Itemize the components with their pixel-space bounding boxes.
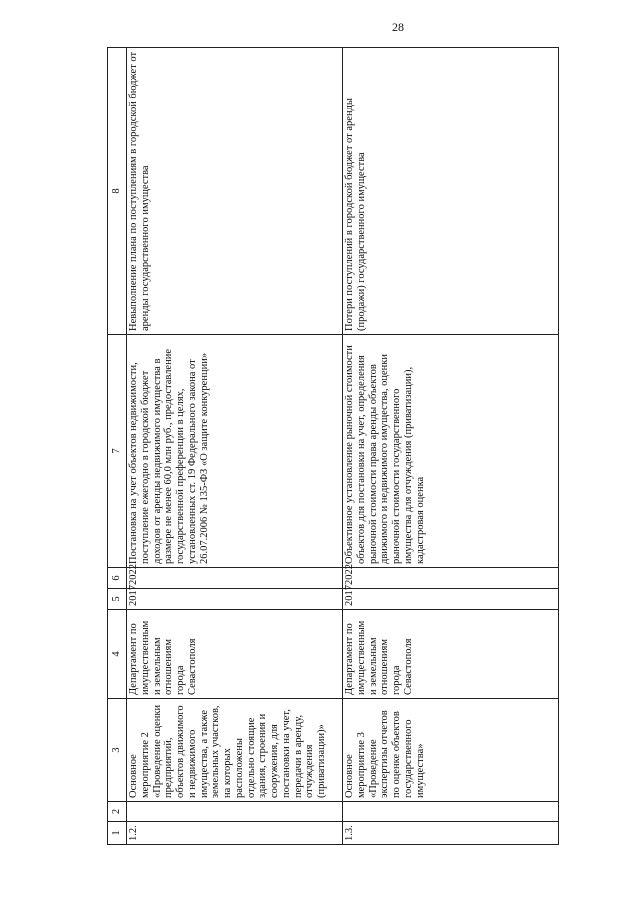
- col-header-4: 4: [108, 610, 127, 699]
- header-row: [108, 48, 127, 845]
- expected-result: Постановка на учет объектов недвижимости, поступление ежегодно в городской бюджет доходов от аренды недвижимого имущества в размере не менее 60,0 млн руб., предоставление государственной преференции в целях, установленных ст. 19 Федерального закона от 26.07.2006 № 135-ФЗ «О защите конкуренции»: [127, 335, 343, 568]
- col-header-1: 1: [108, 822, 127, 845]
- table-row: [343, 48, 559, 845]
- start-year: 2017: [127, 589, 343, 610]
- start-year: 2017: [343, 589, 559, 610]
- expected-result: Объективное установление рыночной стоимости объектов для постановки на учет, определения рыночной стоимости права аренды объектов движимого и недвижимого имущества, оценки рыночной стоимости государственного имущества для отчуждения (приватизации), кадастровая оценка: [343, 335, 559, 568]
- row-number: 1.3.: [343, 822, 559, 845]
- col-header-3: 3: [108, 699, 127, 802]
- end-year: 2022: [343, 568, 559, 589]
- measure-name: Основное мероприятие 2 «Проведение оценки предприятий, объектов движимого и недвижимого имущества, а также земельных участков, на которых расположены отдельно стоящие здания, строения и сооружения, для постановки на учет, передачи в аренду, отчуждения (приватизации)»: [127, 699, 343, 802]
- executor: Департамент по имущественным и земельным отношениям города Севастополя: [127, 610, 343, 699]
- rotated-table-area: [107, 48, 557, 845]
- table-row: [127, 48, 343, 845]
- col-header-2: 2: [108, 802, 127, 822]
- col-header-7: 7: [108, 335, 127, 568]
- page-number: 28: [392, 20, 404, 34]
- consequence: Потери поступлений в городской бюджет от аренды (продажи) государственного имущества: [343, 48, 559, 335]
- executor: Департамент по имущественным и земельным отношениям города Севастополя: [343, 610, 559, 699]
- measure-name: Основное мероприятие 3 «Проведение экспертизы отчетов по оценке объектов государственного имущества»: [343, 699, 559, 802]
- program-measures-table: [107, 47, 559, 845]
- col-header-6: 6: [108, 568, 127, 589]
- consequence: Невыполнение плана по поступлениям в городской бюджет от аренды государственного имущества: [127, 48, 343, 335]
- col-header-8: 8: [108, 48, 127, 335]
- row-number: 1.2.: [127, 822, 343, 845]
- table-wrapper: [107, 48, 557, 845]
- row-col2: [127, 802, 343, 822]
- end-year: 2022: [127, 568, 343, 589]
- col-header-5: 5: [108, 589, 127, 610]
- row-col2: [343, 802, 559, 822]
